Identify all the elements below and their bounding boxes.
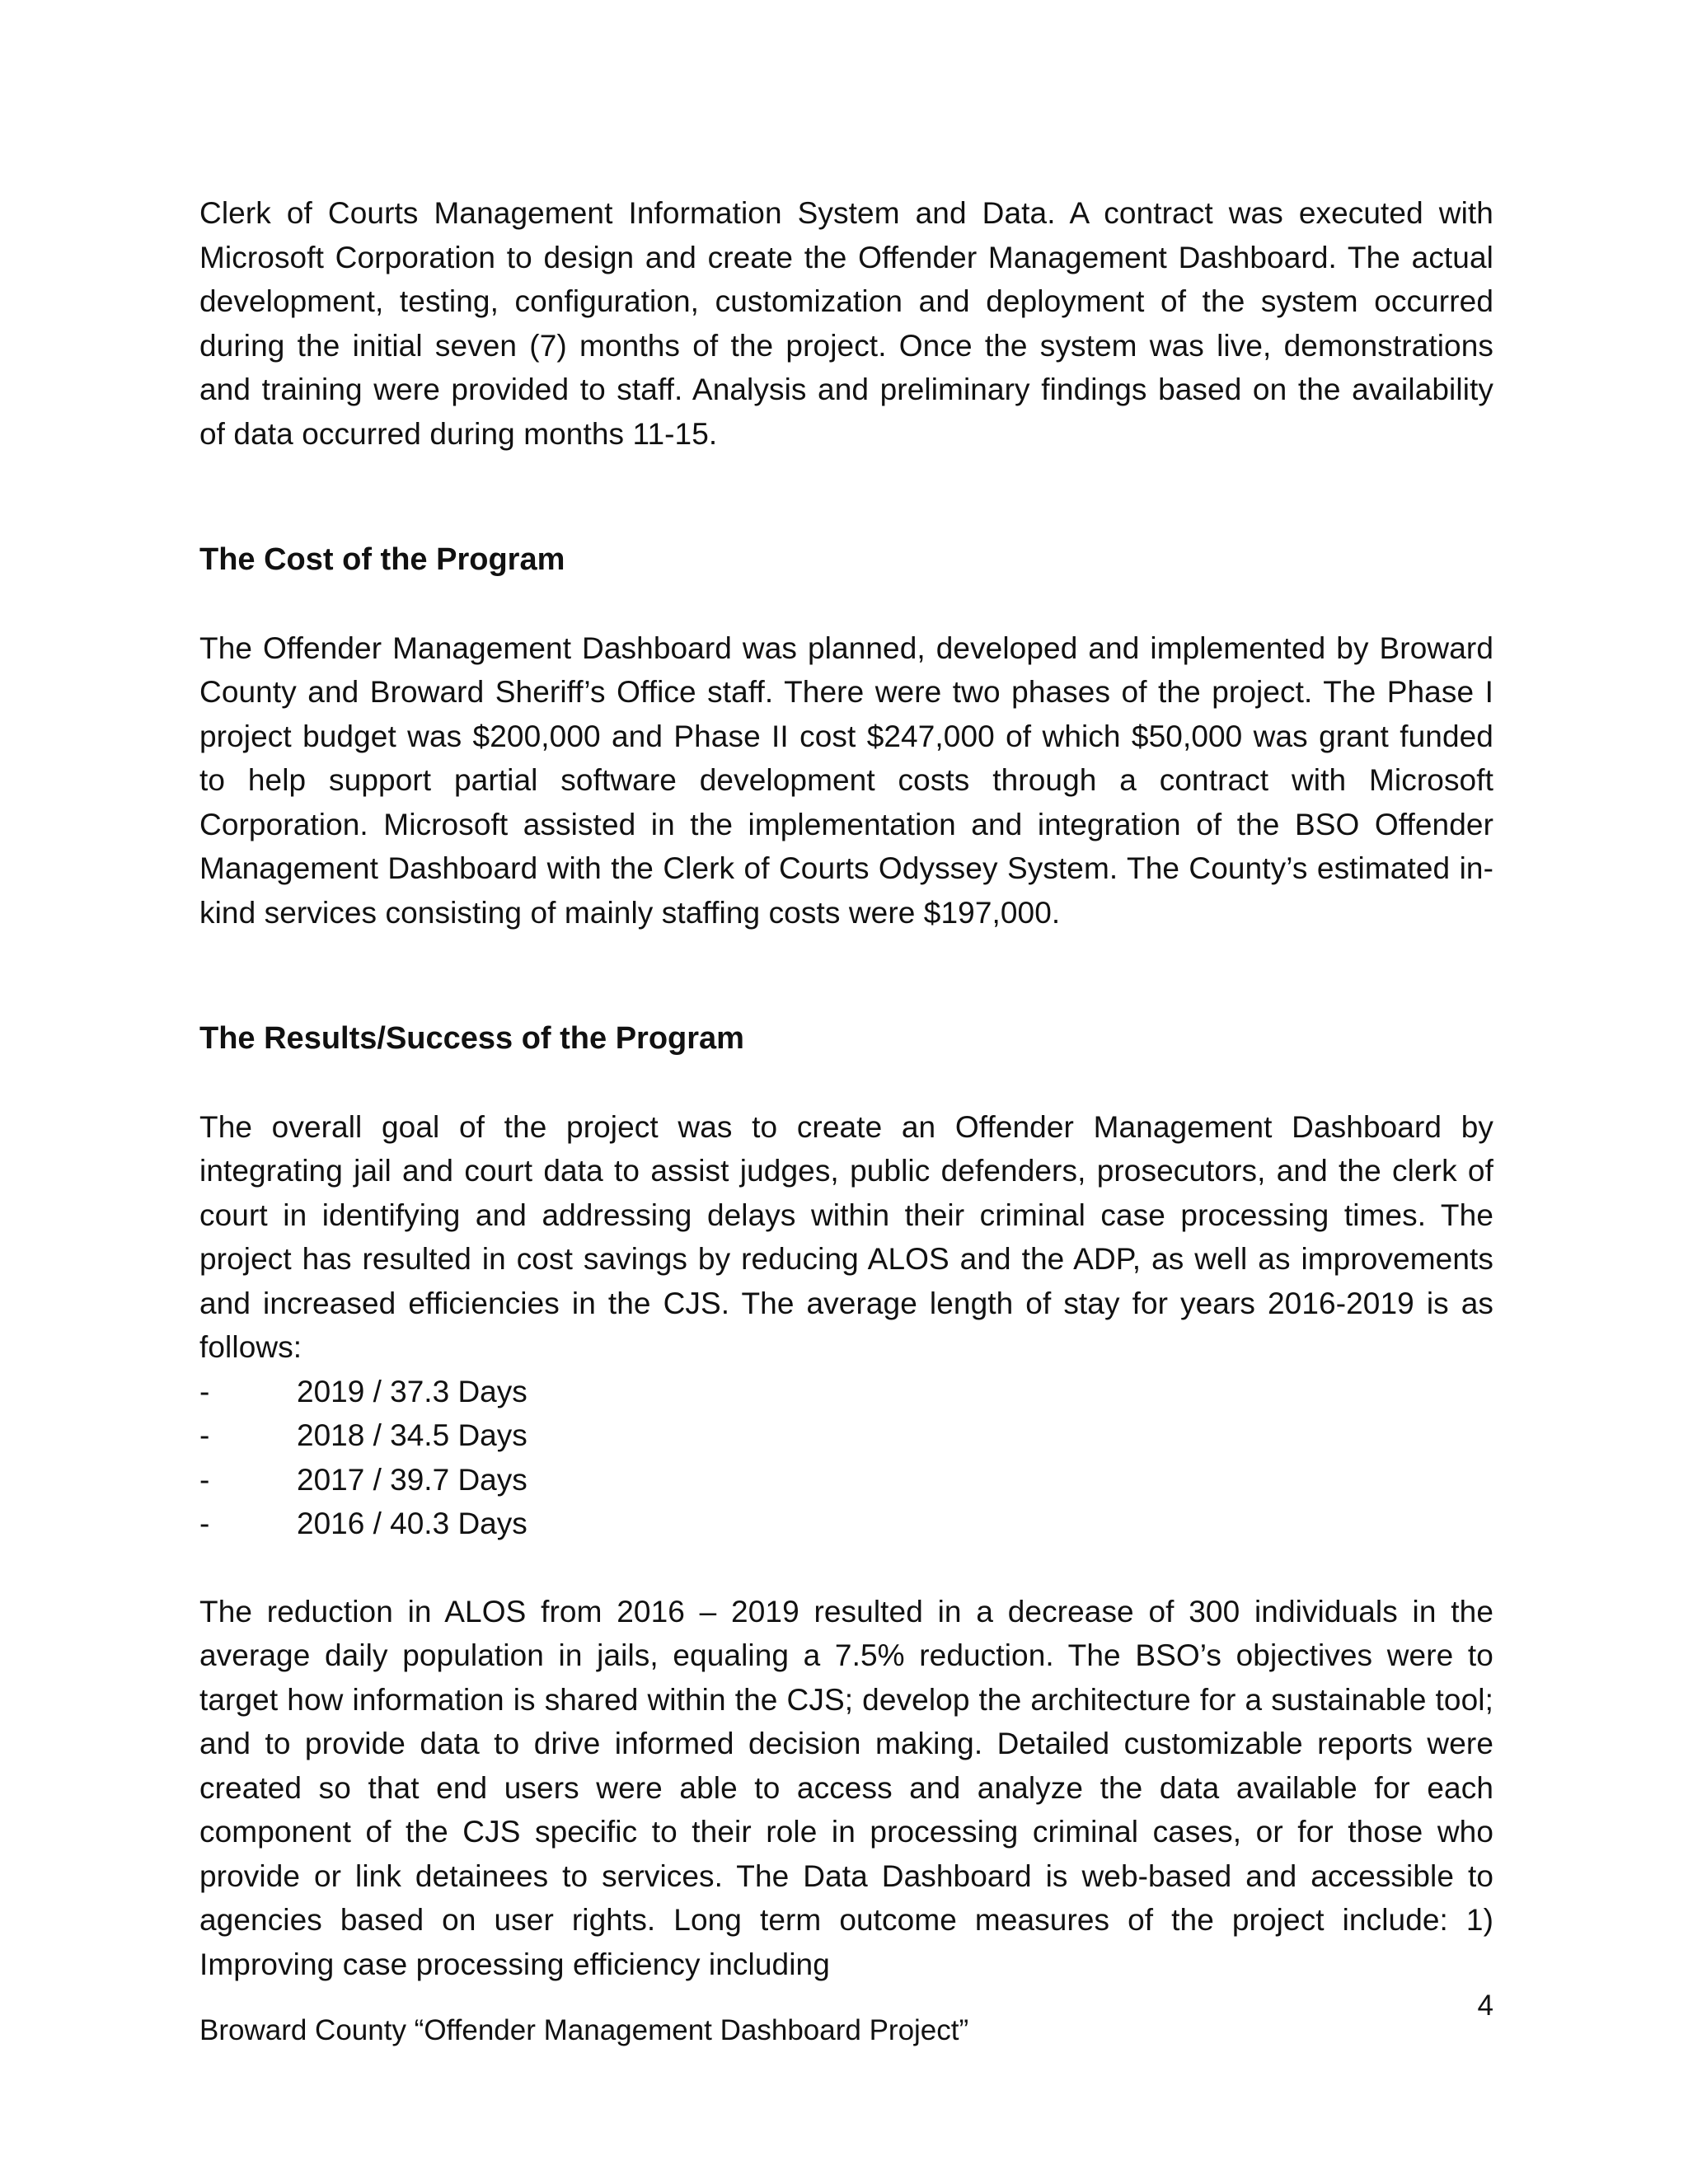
page-footer: Broward County “Offender Management Dashboard Project” bbox=[199, 2014, 969, 2046]
alos-item-text: 2017 / 39.7 Days bbox=[297, 1462, 528, 1497]
reduction-paragraph: The reduction in ALOS from 2016 – 2019 resulted in a decrease of 300 individuals in the average daily population in jails, equaling a 7.5% reduction. The BSO’s objectives were to target how information is shared within the CJS; develop the architecture for a sustainable tool; and to provide data to drive informed decision making. Detailed customizable reports were created so that end users were able to access and analyze the data available for each component of the CJS specific to their role in processing criminal cases, or for those who provide or link detainees to services. The Data Dashboard is web-based and accessible to agencies based on user rights. Long term outcome measures of the project include: 1) Improving case processing efficiency including bbox=[199, 1594, 1493, 1981]
alos-list-item bbox=[199, 1413, 1493, 1458]
heading-spacer bbox=[199, 583, 1493, 626]
alos-list-item bbox=[199, 1502, 1493, 1546]
cost-heading: The Cost of the Program bbox=[199, 542, 565, 577]
alos-item-text: 2018 / 34.5 Days bbox=[297, 1418, 528, 1452]
results-paragraph: The overall goal of the project was to create an Offender Management Dashboard by integrating jail and court data to assist judges, public defenders, prosecutors, and the clerk of court in identifying and addressing delays within their criminal case processing times. The project has resulted in cost savings by reducing ALOS and the ADP, as well as improvements and increased efficiencies in the CJS. The average length of stay for years 2016-2019 is as follows: bbox=[199, 1109, 1493, 1364]
list-dash: - bbox=[199, 1418, 210, 1452]
intro-paragraph: Clerk of Courts Management Information System and Data. A contract was executed with Microsoft Corporation to design and create the Offender Management Dashboard. The actual development, testing, configuration, customization and deployment of the system occurred during the initial seven (7) months of the project. Once the system was live, demonstrations and training were provided to staff. Analysis and preliminary findings based on the availability of data occurred during months 11-15. bbox=[199, 196, 1493, 451]
section-spacer bbox=[199, 456, 1493, 538]
results-heading: The Results/Success of the Program bbox=[199, 1021, 744, 1056]
cost-paragraph: The Offender Management Dashboard was planned, developed and implemented by Broward County and Broward Sheriff’s Office staff. There were two phases of the project. The Phase I project budget was $200,000 and Phase II cost $247,000 of which $50,000 was grant funded to help support partial software development costs through a contract with Microsoft Corporation. Microsoft assisted in the implementation and integration of the BSO Offender Management Dashboard with the Clerk of Courts Odyssey System. The County’s estimated in-kind services consisting of mainly staffing costs were $197,000. bbox=[199, 630, 1493, 930]
section-spacer bbox=[199, 935, 1493, 1017]
list-dash: - bbox=[199, 1507, 210, 1540]
page-number: 4 bbox=[1477, 1990, 1493, 2022]
list-dash: - bbox=[199, 1374, 210, 1408]
alos-item-text: 2016 / 40.3 Days bbox=[297, 1507, 528, 1540]
alos-item-text: 2019 / 37.3 Days bbox=[297, 1374, 528, 1408]
alos-list-item bbox=[199, 1370, 1493, 1414]
heading-spacer bbox=[199, 1062, 1493, 1105]
alos-list-item bbox=[199, 1458, 1493, 1502]
section-spacer bbox=[199, 1546, 1493, 1590]
list-dash: - bbox=[199, 1462, 210, 1497]
page-content bbox=[199, 191, 1493, 1986]
alos-list bbox=[199, 1370, 1493, 1546]
